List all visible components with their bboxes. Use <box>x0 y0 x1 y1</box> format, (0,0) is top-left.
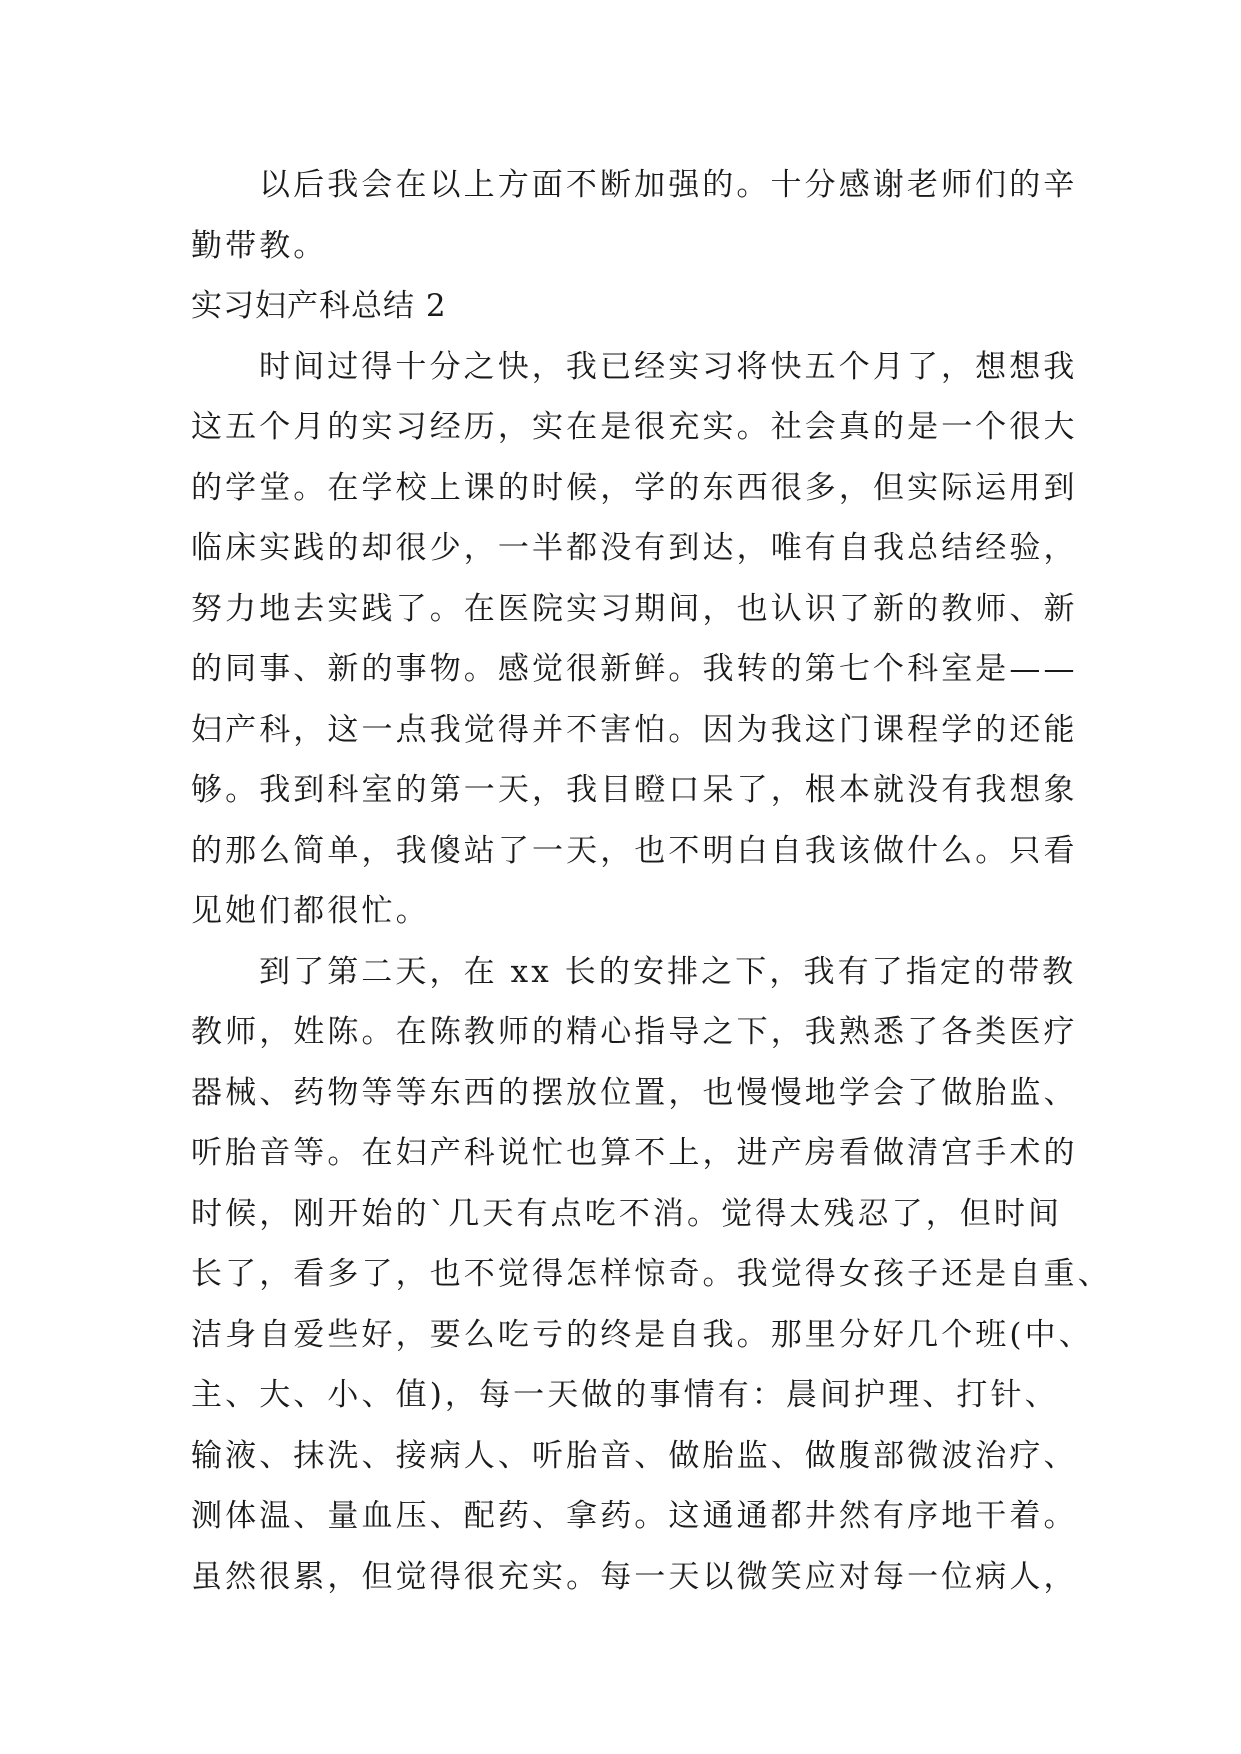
text-line: 测体温、量血压、配药、拿药。这通通都井然有序地干着。 <box>191 1498 1078 1534</box>
text-line: 以后我会在以上方面不断加强的。十分感谢老师们的辛 <box>259 167 1078 203</box>
text-line: 洁身自爱些好，要么吃亏的终是自我。那里分好几个班(中、 <box>191 1316 1093 1353</box>
paragraph-intro <box>191 337 1078 942</box>
paragraph-closing <box>191 155 1078 276</box>
text-line: 主、大、小、值)，每一天做的事情有：晨间护理、打针、 <box>191 1377 1059 1413</box>
text-line: 见她们都很忙。 <box>191 893 430 929</box>
text-line: 时间过得十分之快，我已经实习将快五个月了，想想我 <box>259 348 1078 385</box>
paragraph-second-day <box>191 942 1112 1608</box>
text-line: 够。我到科室的第一天，我目瞪口呆了，根本就没有我想象 <box>191 772 1078 808</box>
text-line: 勤带教。 <box>191 227 328 264</box>
text-line: 听胎音等。在妇产科说忙也算不上，进产房看做清宫手术的 <box>191 1135 1078 1171</box>
text-line: 教师，姓陈。在陈教师的精心指导之下，我熟悉了各类医疗 <box>191 1014 1078 1050</box>
text-line: 虽然很累，但觉得很充实。每一天以微笑应对每一位病人， <box>191 1558 1078 1595</box>
text-line: 器械、药物等等东西的摆放位置，也慢慢地学会了做胎监、 <box>191 1074 1078 1111</box>
document-body <box>191 155 1112 1607</box>
text-line: 的那么简单，我傻站了一天，也不明白自我该做什么。只看 <box>191 832 1078 869</box>
section-heading <box>191 276 1061 337</box>
text-line: 输液、抹洗、接病人、听胎音、做胎监、做腹部微波治疗、 <box>191 1437 1078 1474</box>
text-line: 的同事、新的事物。感觉很新鲜。我转的第七个科室是—— <box>191 651 1078 687</box>
text-line: 的学堂。在学校上课的时候，学的东西很多，但实际运用到 <box>191 469 1078 506</box>
text-line: 努力地去实践了。在医院实习期间，也认识了新的教师、新 <box>191 590 1078 627</box>
text-line: 长了，看多了，也不觉得怎样惊奇。我觉得女孩子还是自重、 <box>191 1256 1112 1292</box>
text-line: 妇产科，这一点我觉得并不害怕。因为我这门课程学的还能 <box>191 711 1078 748</box>
text-line: 临床实践的却很少，一半都没有到达，唯有自我总结经验， <box>191 530 1078 566</box>
text-line: 时候，刚开始的`几天有点吃不消。觉得太残忍了，但时间 <box>191 1195 1063 1232</box>
heading-text: 实习妇产科总结 2 <box>191 288 447 324</box>
text-line: 到了第二天，在 xx 长的安排之下，我有了指定的带教 <box>259 953 1077 990</box>
text-line: 这五个月的实习经历，实在是很充实。社会真的是一个很大 <box>191 409 1078 445</box>
